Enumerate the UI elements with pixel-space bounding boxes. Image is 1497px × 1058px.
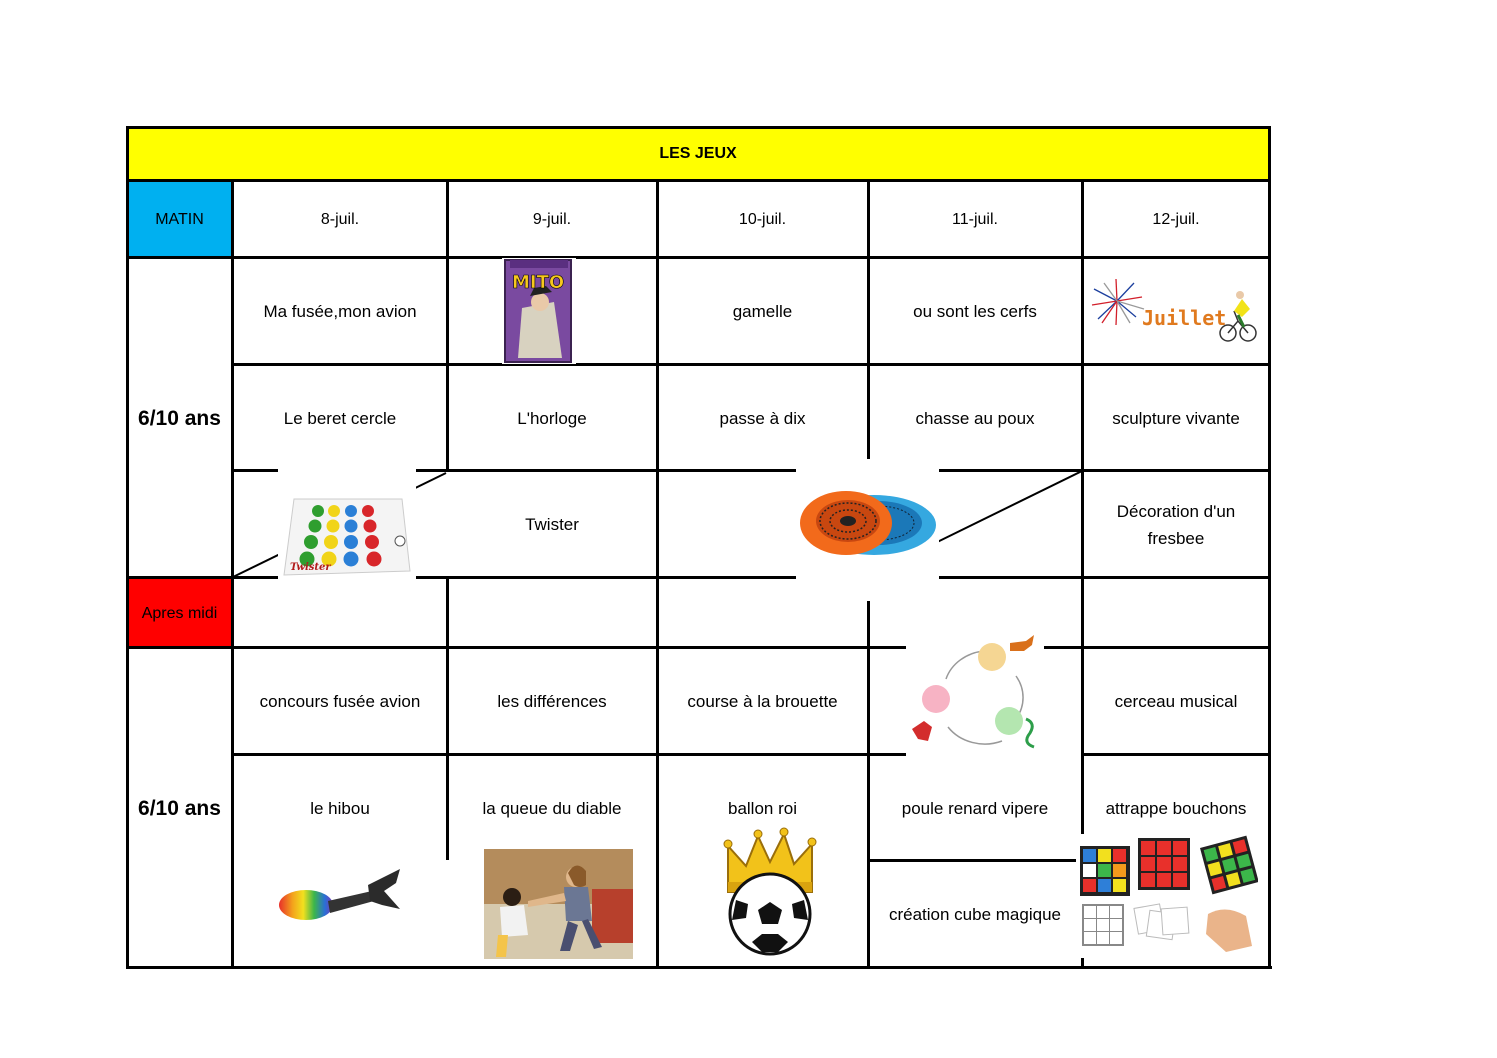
activity-cell: création cube magique	[888, 905, 1061, 924]
grid-line	[1268, 126, 1271, 968]
grid-line	[446, 181, 449, 471]
grid-line	[126, 126, 129, 968]
activity-cell: Ma fusée,mon avion	[263, 302, 417, 321]
grid-line	[233, 363, 1270, 366]
activity-cell: ballon roi	[728, 798, 797, 818]
twister-mat-text: Twister	[290, 562, 331, 573]
activity-cell: Décoration d'un fresbee	[1116, 501, 1236, 548]
grid-line	[1044, 646, 1270, 649]
activity-cell: course à la brouette	[687, 692, 838, 711]
rubik-cubes-image	[1076, 834, 1258, 958]
food-chain-image	[906, 631, 1044, 755]
activity-cell: poule renard vipere	[901, 798, 1049, 818]
activity-cell: passe à dix	[719, 408, 806, 428]
grid-line	[126, 966, 1272, 969]
vortex-ball-image	[272, 861, 412, 961]
crown-ball-image	[722, 826, 818, 956]
grid-line	[126, 179, 1270, 182]
schedule-title: LES JEUX	[126, 126, 1270, 181]
activity-cell: la queue du diable	[482, 798, 622, 818]
mito-text: MITO	[512, 272, 565, 293]
grid-line	[126, 256, 1270, 259]
date-header: 10-juil.	[738, 211, 787, 228]
date-header: 8-juil.	[320, 211, 360, 228]
activity-cell: Twister	[525, 515, 579, 534]
activity-cell: le hibou	[310, 798, 370, 818]
grid-line	[867, 601, 870, 968]
frisbee-image	[796, 459, 939, 601]
morning-label: MATIN	[126, 181, 233, 258]
age-group-morning: 6/10 ans	[138, 406, 221, 430]
juillet-text: Juillet	[1142, 306, 1227, 330]
grid-line	[416, 576, 796, 579]
activity-cell: concours fusée avion	[259, 692, 421, 711]
grid-line	[656, 181, 659, 968]
activity-schedule	[126, 126, 1270, 968]
grid-line	[1082, 753, 1270, 756]
children-playing-photo	[484, 849, 633, 959]
activity-cell: L'horloge	[517, 408, 587, 428]
activity-cell: ou sont les cerfs	[913, 302, 1037, 321]
grid-line	[416, 469, 796, 472]
grid-line	[126, 126, 1270, 129]
twister-mat-image	[278, 471, 416, 586]
grid-line	[867, 181, 870, 459]
juillet-banner-image	[1082, 271, 1262, 351]
afternoon-label: Apres midi	[126, 578, 233, 648]
date-header: 12-juil.	[1152, 211, 1200, 228]
activity-cell: Le beret cercle	[283, 408, 397, 428]
activity-cell: cerceau musical	[1114, 692, 1238, 711]
date-header: 9-juil.	[532, 211, 572, 228]
grid-line	[868, 859, 1082, 862]
mito-game-box-image	[502, 258, 576, 364]
activity-cell: attrappe bouchons	[1105, 798, 1247, 818]
grid-line	[446, 578, 449, 860]
grid-line	[233, 753, 906, 756]
activity-cell: les différences	[497, 692, 607, 711]
grid-line	[126, 646, 906, 649]
activity-cell: chasse au poux	[915, 408, 1035, 428]
age-group-afternoon: 6/10 ans	[138, 796, 221, 820]
activity-cell: sculpture vivante	[1112, 408, 1240, 428]
activity-cell: gamelle	[732, 302, 793, 321]
date-header: 11-juil.	[952, 211, 998, 228]
